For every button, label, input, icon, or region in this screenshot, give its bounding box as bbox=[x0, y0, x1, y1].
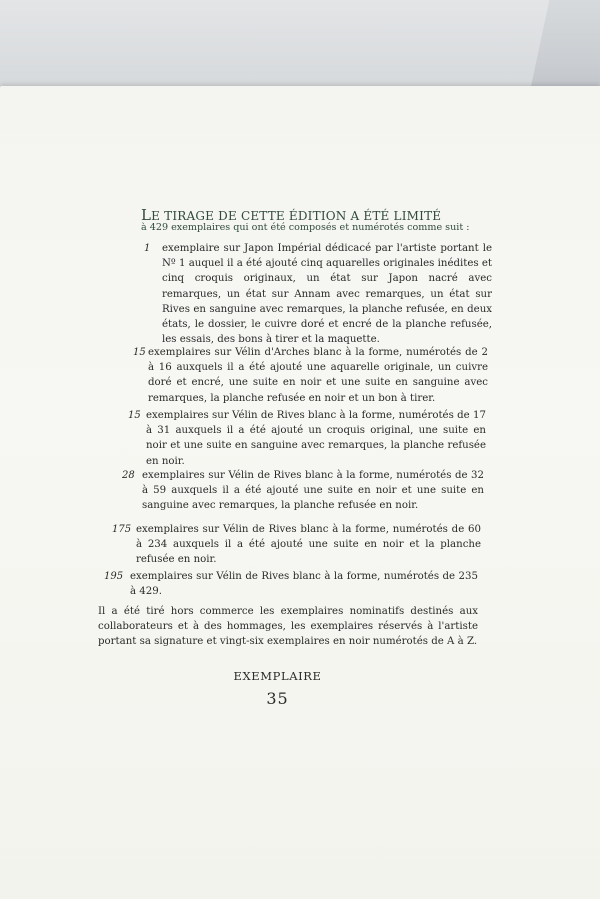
copy-count: 28 bbox=[122, 470, 135, 481]
exemplaire-label: EXEMPLAIRE bbox=[233, 669, 322, 683]
heading-initial: L bbox=[141, 206, 152, 224]
closing-paragraph: Il a été tiré hors commerce les exemplaires nominatifs destinés aux collaborateurs et à des hommages, les exemplaires réservés à l'artiste portant sa signature et vingt-six exemplaires en noir numérotés de A à Z. bbox=[98, 606, 478, 648]
list-item bbox=[144, 241, 492, 347]
copy-description: exemplaires sur Vélin de Rives blanc à la forme, numérotés de 235 à 429. bbox=[130, 571, 478, 598]
copy-description: exemplaires sur Vélin de Rives blanc à la forme, numérotés de 32 à 59 auxquels il a été ajouté une suite en noir et une suite en sanguine avec remarques, la planche refusée en noir. bbox=[142, 470, 484, 512]
background-sheet bbox=[0, 0, 549, 88]
copy-count: 15 bbox=[133, 347, 146, 358]
colophon-subheading: à 429 exemplaires qui ont été composés et numérotés comme suit : bbox=[141, 222, 470, 233]
copy-count: 175 bbox=[112, 524, 132, 535]
copy-description: exemplaires sur Vélin d'Arches blanc à la forme, numérotés de 2 à 16 auxquels il a été ajouté une aquarelle originale, un cuivre doré et encré, une suite en noir et une suite en sanguine avec remarques, la planche refusée en noir et un bon à tirer. bbox=[148, 347, 488, 404]
list-item bbox=[133, 345, 488, 406]
list-item bbox=[104, 569, 478, 599]
list-item bbox=[128, 408, 486, 469]
heading-rest: E TIRAGE DE CETTE ÉDITION A ÉTÉ LIMITÉ bbox=[151, 209, 442, 223]
justification-page bbox=[0, 86, 600, 899]
copy-description: exemplaires sur Vélin de Rives blanc à la forme, numérotés de 17 à 31 auxquels il a été ajouté un croquis original, une suite en noir et une suite en sanguine avec remarques, la planche refusée en noir. bbox=[146, 410, 486, 467]
copy-count: 1 bbox=[144, 243, 151, 254]
background-surface bbox=[0, 0, 600, 95]
exemplaire-number: 35 bbox=[266, 689, 289, 708]
list-item bbox=[122, 468, 484, 514]
copy-description: exemplaires sur Vélin de Rives blanc à la forme, numérotés de 60 à 234 auxquels il a été ajouté une suite en noir et la planche refusée en noir. bbox=[136, 524, 481, 566]
copy-count: 15 bbox=[128, 410, 141, 421]
list-item bbox=[112, 522, 481, 568]
copy-count: 195 bbox=[104, 571, 124, 582]
copy-description: exemplaire sur Japon Impérial dédicacé par l'artiste portant le Nº 1 auquel il a été ajouté cinq aquarelles originales inédites et cinq croquis originaux, un état sur Japon nacré avec remarques, un état sur Annam avec remarques, un état sur Rives en sanguine avec remarques, la planche refusée, en deux états, le dossier, le cuivre doré et encré de la planche refusée, les essais, des bons à tirer et la maquette. bbox=[162, 243, 492, 346]
colophon-text bbox=[0, 86, 600, 899]
